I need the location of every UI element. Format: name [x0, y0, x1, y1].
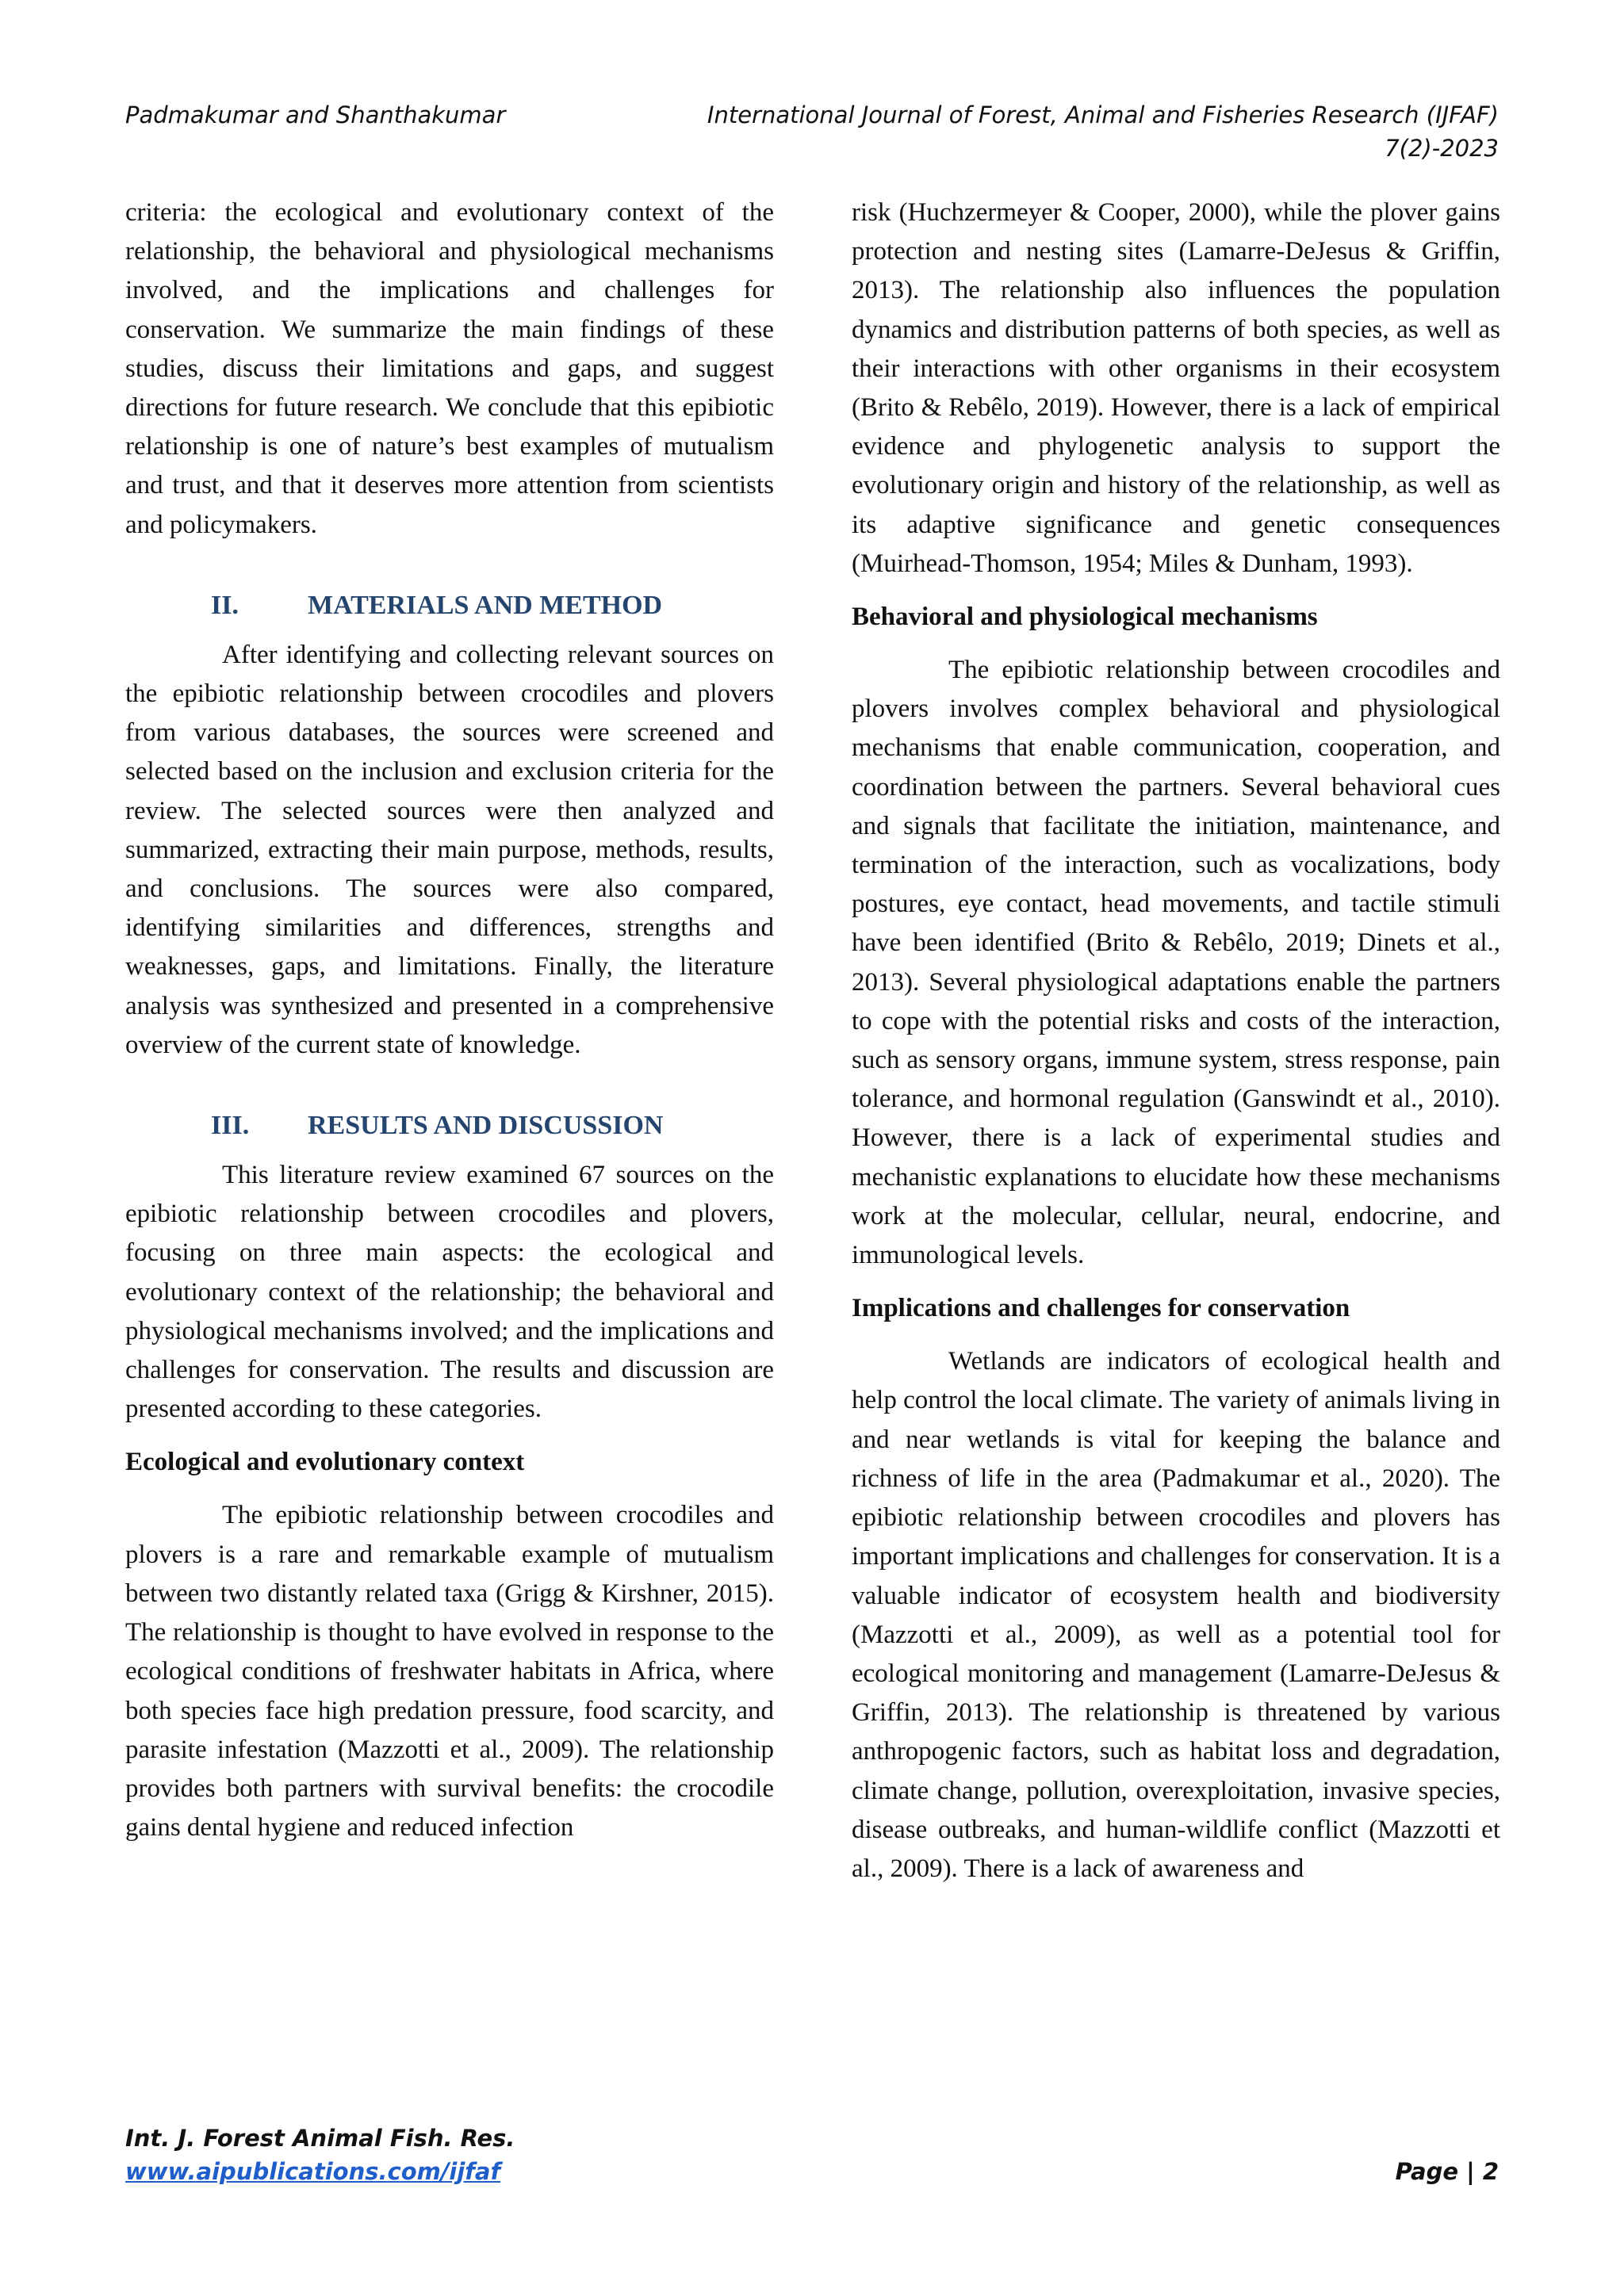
page-number: Page | 2	[1395, 2158, 1499, 2185]
paragraph: risk (Huchzermeyer & Cooper, 2000), while the plover gains protection and nesting sites (Lamarre-DeJesus & Griffin, 2013). The relationship also influences the population dynamics and distribution patterns of both species, as well as their interactions with other organisms in their ecosystem (Brito & Rebêlo, 2019). However, there is a lack of empirical evidence and phylogenetic analysis to support the evolutionary origin and history of the relationship, as well as its adaptive significance and genetic consequences (Muirhead-Thomson, 1954; Miles & Dunham, 1993).	[852, 198, 1500, 578]
paragraph: After identifying and collecting relevant sources on the epibiotic relationship between crocodiles and plovers from various databases, the sources were screened and selected based on the inclusion and exclusion criteria for the review. The selected sources were then analyzed and summarized, extracting their main purpose, methods, results, and conclusions. The sources were also compared, identifying similarities and differences, strengths and weaknesses, gaps, and limitations. Finally, the literature analysis was synthesized and presented in a comprehensive overview of the current state of knowledge.	[125, 640, 774, 1059]
subheading-ecological: Ecological and evolutionary context	[125, 1448, 525, 1477]
paragraph: The epibiotic relationship between crocodiles and plovers involves complex behavioral and physiological mechanisms that enable communication, cooperation, and coordination between the partners. Several behavioral cues and signals that facilitate the initiation, maintenance, and termination of the interaction, such as vocalizations, body postures, eye contact, head movements, and tactile stimuli have been identified (Brito & Rebêlo, 2019; Dinets et al., 2013). Several physiological adaptations enable the partners to cope with the potential risks and costs of the interaction, such as sensory organs, immune system, stress response, pain tolerance, and hormonal regulation (Ganswindt et al., 2010). However, there is a lack of experimental studies and mechanistic explanations to elucidate how these mechanisms work at the molecular, cellular, neural, endocrine, and immunological levels.	[852, 656, 1500, 1270]
footer-url-link[interactable]: www.aipublications.com/ijfaf	[125, 2158, 501, 2185]
section-heading-results	[125, 1106, 774, 1145]
paragraph: Wetlands are indicators of ecological health and help control the local climate. The variety of animals living in and near wetlands is vital for keeping the balance and richness of life in the area (Padmakumar et al., 2020). The epibiotic relationship between crocodiles and plovers has important implications and challenges for conservation. It is a valuable indicator of ecosystem health and biodiversity (Mazzotti et al., 2009), as well as a potential tool for ecological monitoring and management (Lamarre-DeJesus & Griffin, 2013). The relationship is threatened by various anthropogenic factors, such as habitat loss and degradation, climate change, pollution, overexploitation, invasive species, disease outbreaks, and human-wildlife conflict (Mazzotti et al., 2009). There is a lack of awareness and	[852, 1347, 1500, 1883]
footer	[125, 2122, 515, 2188]
section-heading-materials	[125, 586, 774, 625]
paragraph: The epibiotic relationship between crocodiles and plovers is a rare and remarkable example of mutualism between two distantly related taxa (Grigg & Kirshner, 2015). The relationship is thought to have evolved in response to the ecological conditions of freshwater habitats in Africa, where both species face high predation pressure, food scarcity, and parasite infestation (Mazzotti et al., 2009). The relationship provides both partners with survival benefits: the crocodile gains dental hygiene and reduced infection	[125, 1501, 774, 1843]
paragraph: criteria: the ecological and evolutionary context of the relationship, the behavioral and physiological mechanisms involved, and the implications and challenges for conservation. We summarize the main findings of these studies, discuss their limitations and gaps, and suggest directions for future research. We conclude that this epibiotic relationship is one of nature’s best examples of mutualism and trust, and that it deserves more attention from scientists and policymakers.	[125, 198, 774, 539]
right-column	[852, 193, 1500, 1888]
section-title: RESULTS AND DISCUSSION	[308, 1111, 664, 1141]
section-number: III.	[211, 1111, 250, 1141]
running-header-journal	[707, 98, 1499, 165]
footer-journal-abbrev: Int. J. Forest Animal Fish. Res.	[125, 2125, 515, 2152]
journal-title: International Journal of Forest, Animal and Fisheries Research (IJFAF)	[707, 101, 1499, 128]
section-number: II.	[211, 590, 239, 620]
subheading-conservation: Implications and challenges for conservation	[852, 1294, 1350, 1323]
section-title: MATERIALS AND METHOD	[308, 590, 663, 620]
journal-issue: 7(2)-2023	[1385, 135, 1499, 162]
left-column	[125, 193, 774, 1847]
paragraph: This literature review examined 67 sources on the epibiotic relationship between crocodiles and plovers, focusing on three main aspects: the ecological and evolutionary context of the relationship; the behavioral and physiological mechanisms involved; and the implications and challenges for conservation. The results and discussion are presented according to these categories.	[125, 1161, 774, 1424]
running-header-authors: Padmakumar and Shanthakumar	[125, 101, 506, 128]
subheading-behavioral: Behavioral and physiological mechanisms	[852, 603, 1318, 632]
